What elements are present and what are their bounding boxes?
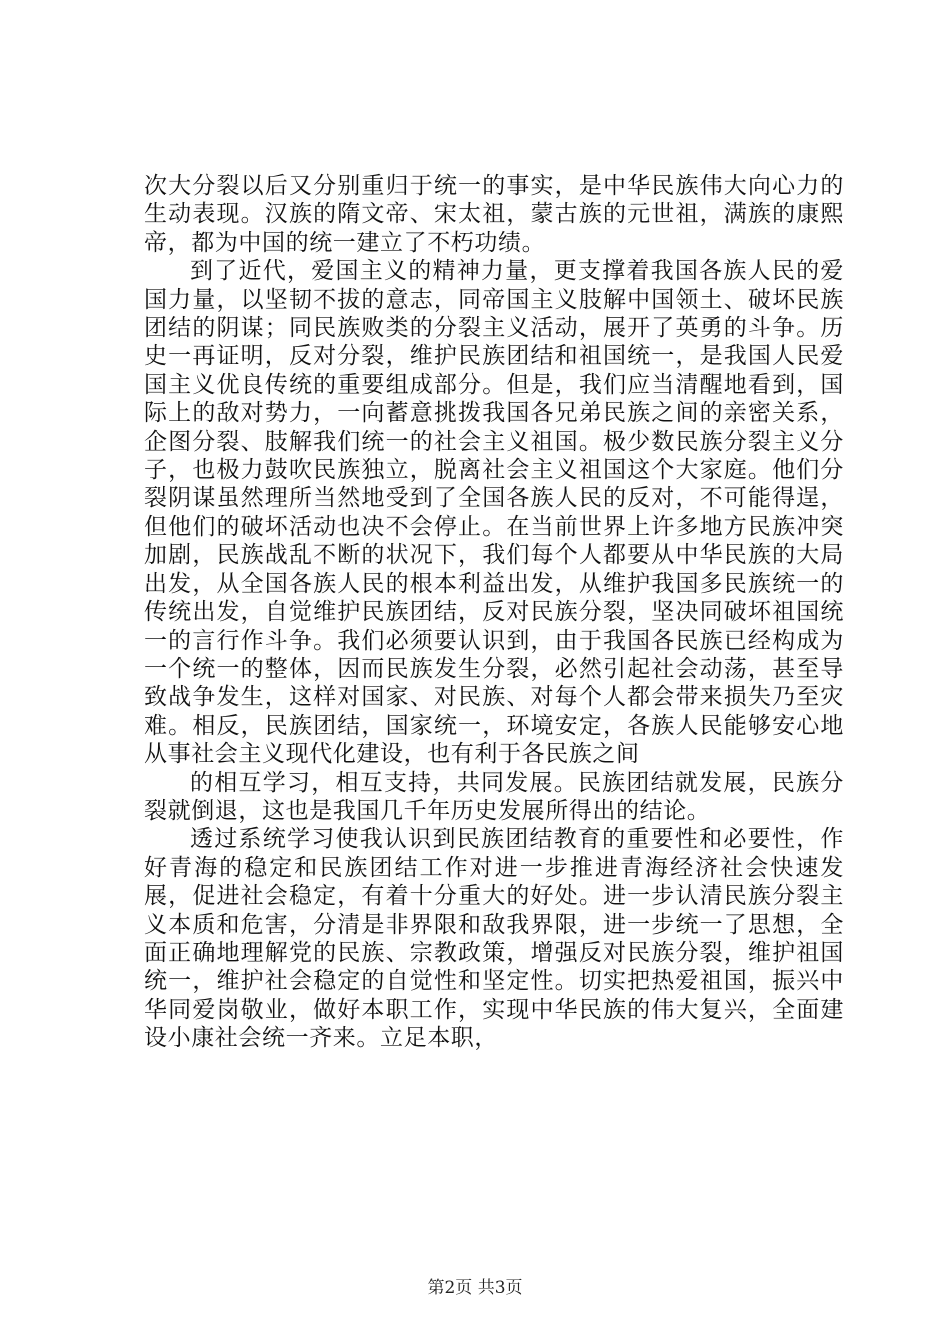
paragraph-1: 次大分裂以后又分别重归于统一的事实，是中华民族伟大向心力的生动表现。汉族的隋文帝、宋太祖，蒙古族的元世祖，满族的康熙帝，都为中国的统一建立了不朽功绩。 xyxy=(144,173,844,256)
page-footer: 第2页 共3页 xyxy=(427,1278,523,1298)
paragraph-4: 透过系统学习使我认识到民族团结教育的重要性和必要性，作好青海的稳定和民族团结工作对进一步推进青海经济社会快速发展，促进社会稳定，有着十分重大的好处。进一步认清民族分裂主义本质和危害，分清是非界限和敌我界限，进一步统一了思想，全面正确地理解党的民族、宗教政策，增强反对民族分裂，维护祖国统一，维护社会稳定的自觉性和坚定性。切实把热爱祖国，振兴中华同爱岗敬业，做好本职工作，实现中华民族的伟大复兴，全面建设小康社会统一齐来。立足本职， xyxy=(144,826,844,1052)
paragraph-2: 到了近代，爱国主义的精神力量，更支撑着我国各族人民的爱国力量，以坚韧不拔的意志，同帝国主义肢解中国领土、破坏民族团结的阴谋；同民族败类的分裂主义活动，展开了英勇的斗争。历史一再证明，反对分裂，维护民族团结和祖国统一，是我国人民爱国主义优良传统的重要组成部分。但是，我们应当清醒地看到，国际上的敌对势力，一向蓄意挑拨我国各兄弟民族之间的亲密关系，企图分裂、肢解我们统一的社会主义祖国。极少数民族分裂主义分子，也极力鼓吹民族独立，脱离社会主义祖国这个大家庭。他们分裂阴谋虽然理所当然地受到了全国各族人民的反对，不可能得逞，但他们的破坏活动也决不会停止。在当前世界上许多地方民族冲突加剧，民族战乱不断的状况下，我们每个人都要从中华民族的大局出发，从全国各族人民的根本利益出发，从维护我国多民族统一的传统出发，自觉维护民族团结，反对民族分裂，坚决同破坏祖国统一的言行作斗争。我们必须要认识到，由于我国各民族已经构成为一个统一的整体，因而民族发生分裂，必然引起社会动荡，甚至导致战争发生，这样对国家、对民族、对每个人都会带来损失乃至灾难。相反，民族团结，国家统一，环境安定，各族人民能够安心地从事社会主义现代化建设，也有利于各民族之间 xyxy=(144,258,844,768)
paragraph-3: 的相互学习，相互支持，共同发展。民族团结就发展，民族分裂就倒退，这也是我国几千年历史发展所得出的结论。 xyxy=(144,769,844,824)
document-body xyxy=(144,172,844,1053)
